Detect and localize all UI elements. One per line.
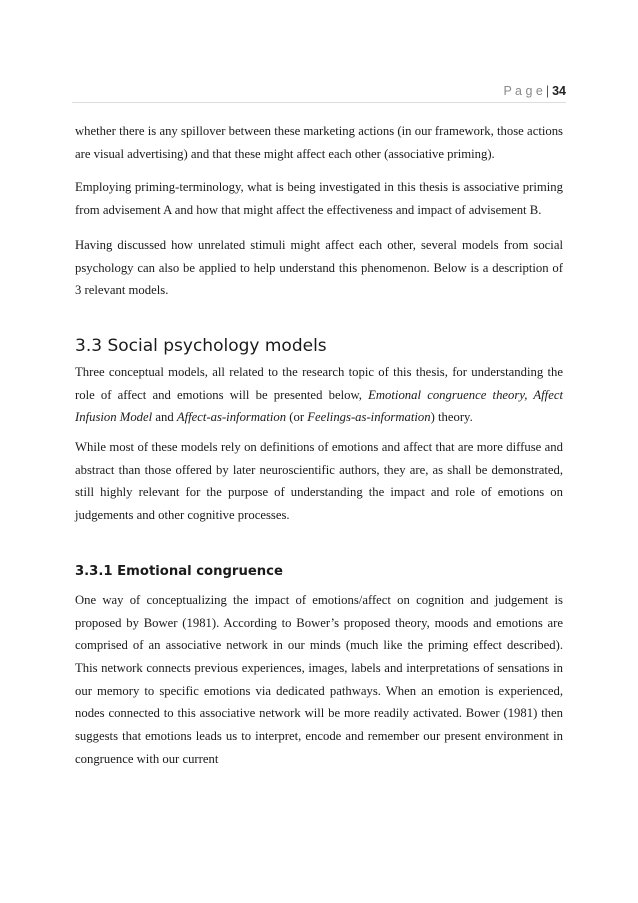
- paragraph-bower: One way of conceptualizing the impact of emotions/affect on cognition and judgement is proposed by Bower (1981). According to Bower’s proposed theory, moods and emotions are comprised of an associative network in our minds (much like the priming effect described). This network connects previous experiences, images, labels and interpretations of sensations in our memory to specific emotions via dedicated pathways. When an emotion is experienced, nodes connected to this associative network will be more readily activated. Bower (1981) then suggests that emotions leads us to interpret, encode and remember our present environment in congruence with our current: [75, 592, 563, 766]
- subsection-heading: 3.3.1 Emotional congruence: [75, 563, 283, 579]
- paragraph-three-models: Three conceptual models, all related to the research topic of this thesis, for understanding the role of affect and emotions will be presented below, Emotional congruence theory, Affect Infusion Model and Affect-as-information (or Feelings-as-information) theory.: [75, 364, 563, 425]
- page-number: 34: [552, 84, 566, 98]
- page-label: P a g e: [503, 84, 543, 98]
- page-header: [72, 84, 566, 98]
- header-rule: [72, 102, 566, 103]
- model-name-affect-as-information: Affect-as-information: [176, 410, 287, 425]
- header-separator: |: [545, 84, 550, 98]
- model-name-emotional-congruence: Emotional congruence theory, Affect Infusion Model: [75, 387, 563, 425]
- section-heading: 3.3 Social psychology models: [75, 335, 327, 356]
- page-body: [75, 120, 563, 770]
- model-name-feelings-as-information: Feelings-as-information: [307, 410, 431, 425]
- paragraph-priming: Employing priming-terminology, what is being investigated in this thesis is associative priming from advisement A and how that might affect the effectiveness and impact of advisement B.: [75, 180, 563, 218]
- paragraph-models-intro: Having discussed how unrelated stimuli might affect each other, several models from social psychology can also be applied to help understand this phenomenon. Below is a description of 3 relevant models.: [75, 237, 563, 298]
- paragraph-spillover: whether there is any spillover between these marketing actions (in our framework, those actions are visual advertising) and that these might affect each other (associative priming).: [75, 124, 563, 161]
- paragraph-definitions: While most of these models rely on definitions of emotions and affect that are more diffuse and abstract than those offered by later neuroscientific authors, they are, as shall be demonstrated, still highly relevant for the purpose of understanding the impact and role of emotions on judgements and other cognitive processes.: [75, 440, 563, 523]
